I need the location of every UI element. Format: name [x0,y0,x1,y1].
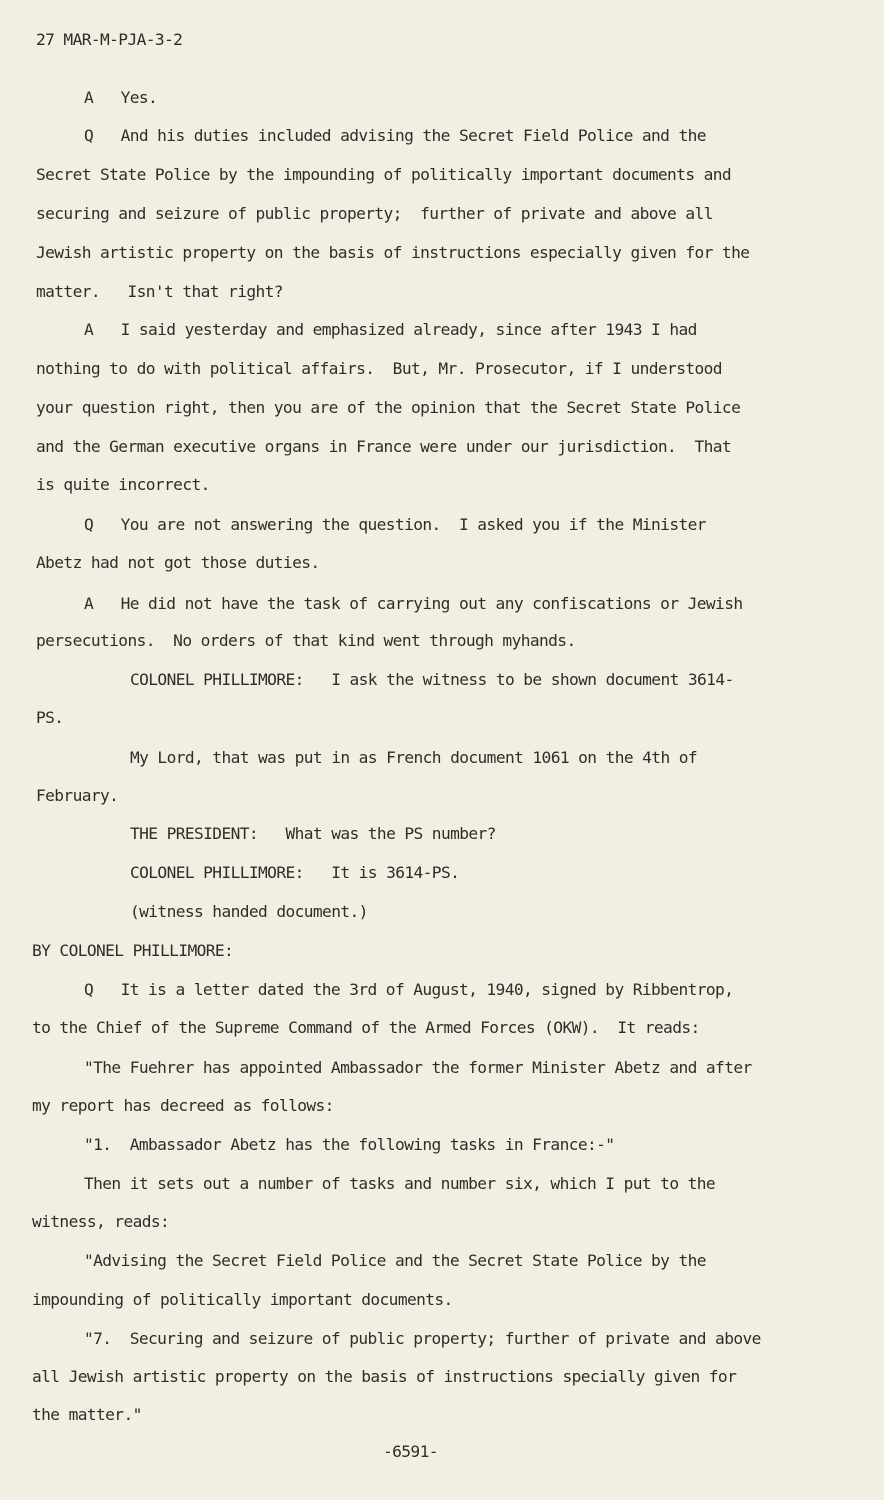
text-line: persecutions. No orders of that kind went through myhands. [36,631,576,650]
text-line: and the German executive organs in France were under our jurisdiction. That [36,437,732,456]
document-reference: 27 MAR-M-PJA-3-2 [36,30,183,49]
text-line: "The Fuehrer has appointed Ambassador the former Minister Abetz and after [84,1058,752,1077]
text-line: nothing to do with political affairs. But, Mr. Prosecutor, if I understood [36,359,722,378]
text-line: all Jewish artistic property on the basis of instructions specially given for [32,1367,737,1386]
text-line: Q You are not answering the question. I asked you if the Minister [84,515,706,534]
text-line: Q It is a letter dated the 3rd of August, 1940, signed by Ribbentrop, [84,980,734,999]
text-line: my report has decreed as follows: [32,1096,334,1115]
text-line: BY COLONEL PHILLIMORE: [32,941,234,960]
text-line: A I said yesterday and emphasized already, since after 1943 I had [84,320,697,339]
text-line: Jewish artistic property on the basis of instructions especially given for the [36,243,750,262]
text-line: is quite incorrect. [36,475,210,494]
text-line: the matter." [32,1405,142,1424]
page-number: -6591- [383,1442,438,1461]
text-line: A Yes. [84,88,158,107]
text-line: COLONEL PHILLIMORE: I ask the witness to be shown document 3614- [130,670,734,689]
text-line: "Advising the Secret Field Police and the Secret State Police by the [84,1251,706,1270]
text-line: Then it sets out a number of tasks and number six, which I put to the [84,1174,716,1193]
text-line: impounding of politically important documents. [32,1290,453,1309]
text-line: your question right, then you are of the opinion that the Secret State Police [36,398,741,417]
text-line: Secret State Police by the impounding of politically important documents and [36,165,732,184]
text-line: matter. Isn't that right? [36,282,283,301]
text-line: witness, reads: [32,1212,170,1231]
text-line: A He did not have the task of carrying out any confiscations or Jewish [84,594,743,613]
text-line: "1. Ambassador Abetz has the following tasks in France:-" [84,1135,615,1154]
text-line: "7. Securing and seizure of public property; further of private and above [84,1329,761,1348]
text-line: to the Chief of the Supreme Command of the Armed Forces (OKW). It reads: [32,1018,700,1037]
text-line: February. [36,786,119,805]
text-line: (witness handed document.) [130,902,368,921]
text-line: Abetz had not got those duties. [36,553,320,572]
text-line: Q And his duties included advising the Secret Field Police and the [84,126,706,145]
text-line: COLONEL PHILLIMORE: It is 3614-PS. [130,863,460,882]
text-line: My Lord, that was put in as French document 1061 on the 4th of [130,748,698,767]
text-line: THE PRESIDENT: What was the PS number? [130,824,496,843]
text-line: securing and seizure of public property; further of private and above all [36,204,713,223]
text-line: PS. [36,708,64,727]
